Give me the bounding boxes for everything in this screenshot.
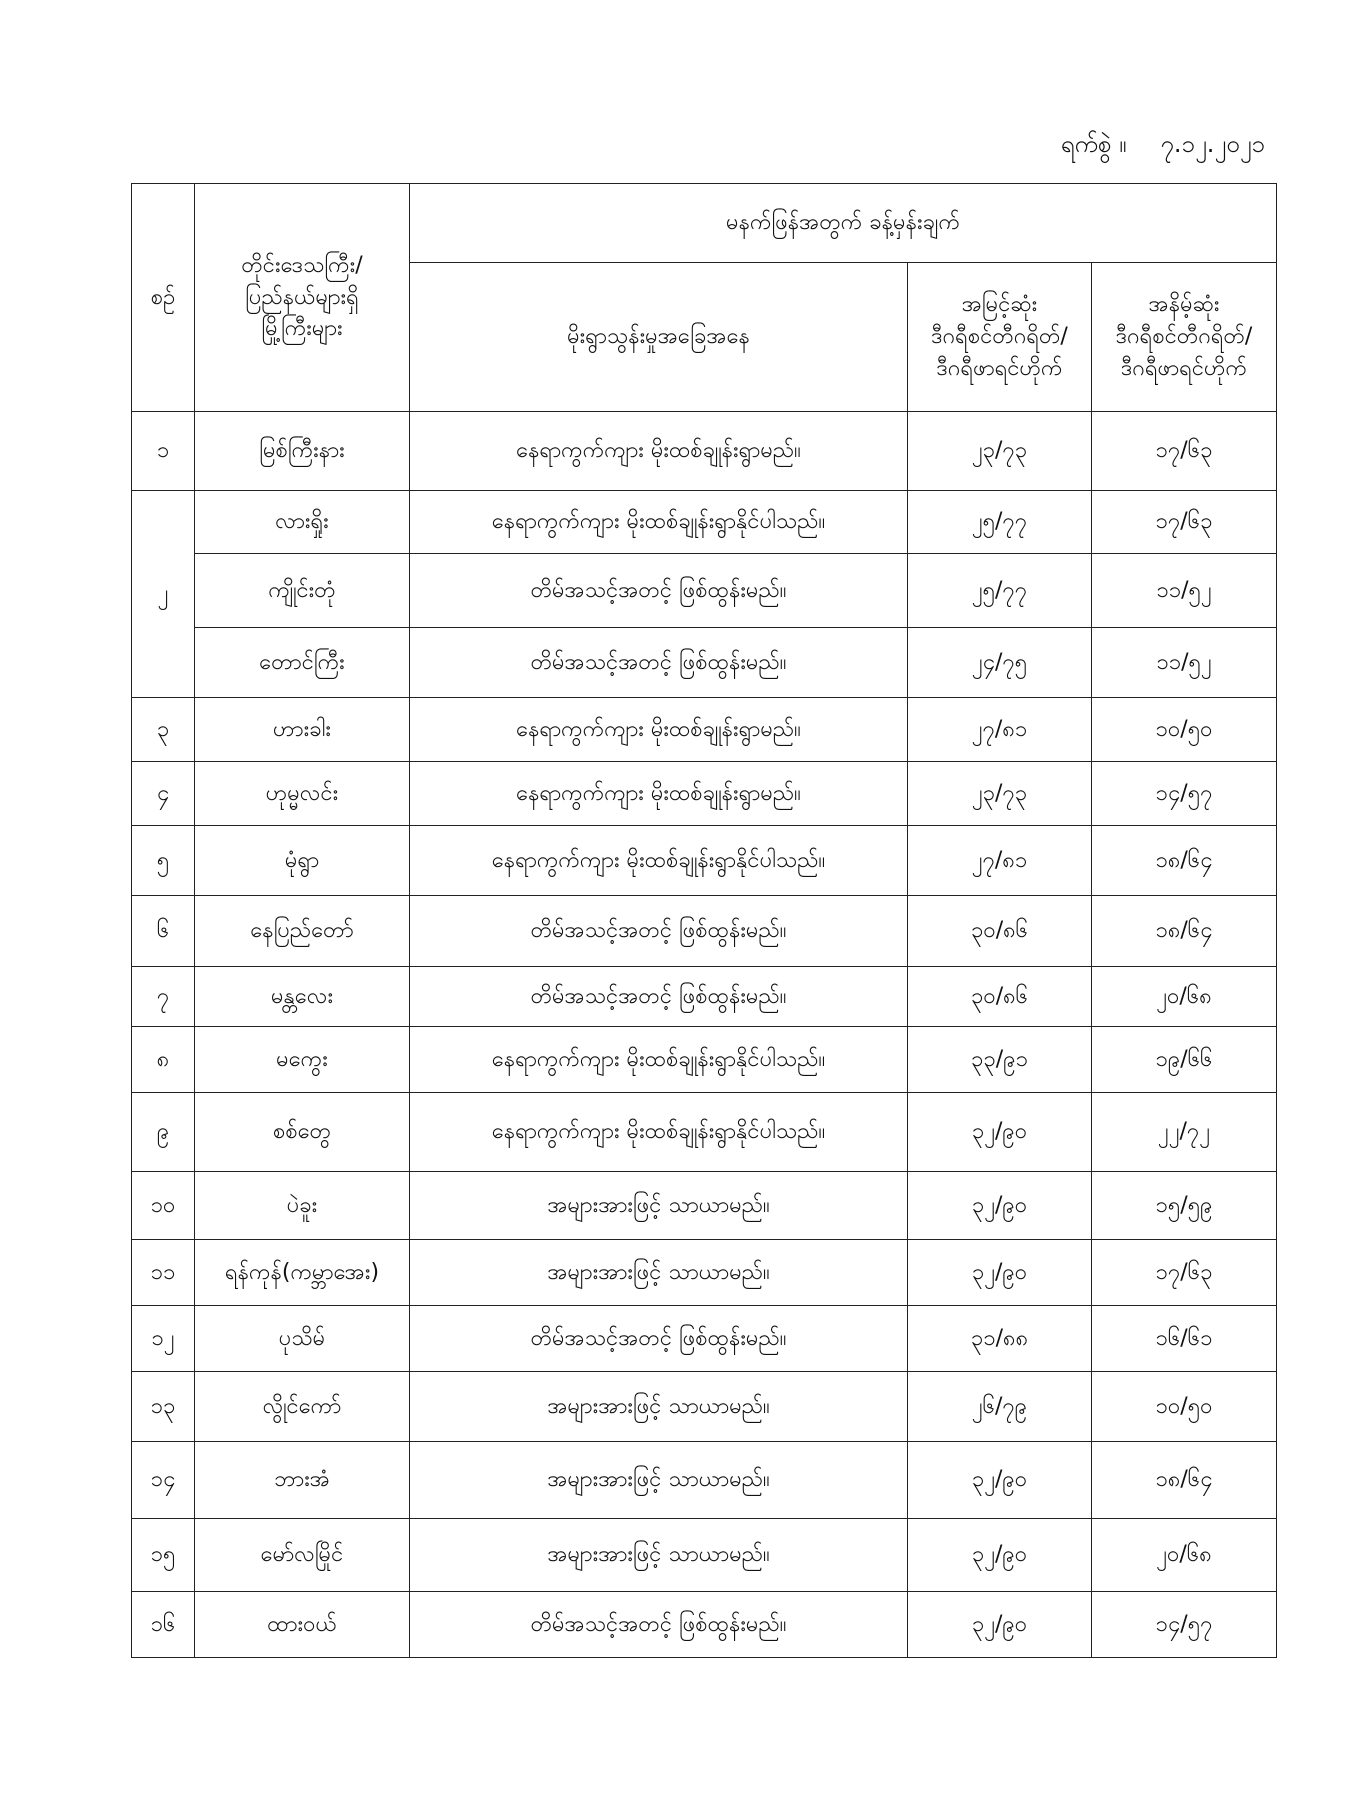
cell-max: ၂၃/၇၃	[908, 762, 1092, 826]
header-region	[195, 184, 410, 412]
header-min-line: ဒီဂရီစင်တီဂရိတ်/	[1115, 324, 1253, 350]
cell-min: ၁၇/၆၃	[1092, 491, 1277, 554]
header-min-temp	[1092, 263, 1277, 412]
cell-city: စစ်တွေ	[195, 1093, 410, 1172]
table-row	[132, 762, 1277, 826]
header-min-line: ဒီဂရီဖာရင်ဟိုက်	[1120, 355, 1248, 381]
cell-no: ၁၂	[132, 1306, 195, 1372]
table-row	[132, 1306, 1277, 1372]
cell-max: ၂၅/၇၇	[908, 491, 1092, 554]
cell-min: ၁၅/၅၉	[1092, 1172, 1277, 1240]
cell-max: ၂၇/၈၁	[908, 698, 1092, 762]
table-row	[132, 1027, 1277, 1093]
cell-max: ၃၂/၉၀	[908, 1240, 1092, 1306]
table-row	[132, 412, 1277, 491]
header-no: စဉ်	[132, 184, 195, 412]
table-row	[132, 1093, 1277, 1172]
cell-no: ၁၅	[132, 1519, 195, 1592]
table-row	[132, 1172, 1277, 1240]
cell-max: ၂၇/၈၁	[908, 826, 1092, 896]
cell-weather: အများအားဖြင့် သာယာမည်။	[410, 1442, 908, 1519]
cell-no: ၁၄	[132, 1442, 195, 1519]
forecast-table	[131, 183, 1277, 1658]
table-row	[132, 698, 1277, 762]
cell-weather: တိမ်အသင့်အတင့် ဖြစ်ထွန်းမည်။	[410, 896, 908, 967]
cell-weather: တိမ်အသင့်အတင့် ဖြစ်ထွန်းမည်။	[410, 1306, 908, 1372]
cell-min: ၁၄/၅၇	[1092, 1592, 1277, 1658]
header-region-line: ပြည်နယ်များရှိ	[245, 284, 359, 310]
cell-city: ဟားခါး	[195, 698, 410, 762]
cell-no: ၆	[132, 896, 195, 967]
cell-min: ၁၈/၆၄	[1092, 826, 1277, 896]
header-weather: မိုးရွာသွန်းမှုအခြေအနေ	[410, 263, 908, 412]
cell-city: တောင်ကြီး	[195, 628, 410, 698]
cell-city: ဟုမ္မလင်း	[195, 762, 410, 826]
cell-min: ၁၇/၆၃	[1092, 1240, 1277, 1306]
cell-city: ဘားအံ	[195, 1442, 410, 1519]
header-max-line: ဒီဂရီစင်တီဂရိတ်/	[931, 324, 1068, 350]
cell-min: ၂၂/၇၂	[1092, 1093, 1277, 1172]
header-region-line: တိုင်းဒေသကြီး/	[241, 252, 363, 278]
cell-no: ၈	[132, 1027, 195, 1093]
header-max-line: ဒီဂရီဖာရင်ဟိုက်	[936, 355, 1063, 381]
cell-no: ၁၀	[132, 1172, 195, 1240]
cell-no: ၇	[132, 967, 195, 1027]
cell-max: ၃၀/၈၆	[908, 896, 1092, 967]
cell-max: ၃၂/၉၀	[908, 1442, 1092, 1519]
cell-min: ၁၁/၅၂	[1092, 628, 1277, 698]
date-line	[1005, 118, 1265, 174]
cell-weather: တိမ်အသင့်အတင့် ဖြစ်ထွန်းမည်။	[410, 967, 908, 1027]
cell-weather: အများအားဖြင့် သာယာမည်။	[410, 1372, 908, 1442]
header-max-line: အမြင့်ဆုံး	[961, 292, 1038, 318]
table-row	[132, 491, 1277, 554]
cell-weather: နေရာကွက်ကျား မိုးထစ်ချုန်းရွာနိုင်ပါသည်။	[410, 1093, 908, 1172]
cell-min: ၁၈/၆၄	[1092, 1442, 1277, 1519]
cell-weather: တိမ်အသင့်အတင့် ဖြစ်ထွန်းမည်။	[410, 1592, 908, 1658]
cell-min: ၂၀/၆၈	[1092, 967, 1277, 1027]
cell-no: ၄	[132, 762, 195, 826]
cell-min: ၁၆/၆၁	[1092, 1306, 1277, 1372]
cell-no: ၉	[132, 1093, 195, 1172]
cell-city: လားရှိုး	[195, 491, 410, 554]
cell-city: ထားဝယ်	[195, 1592, 410, 1658]
cell-no: ၁၃	[132, 1372, 195, 1442]
cell-max: ၃၂/၉၀	[908, 1592, 1092, 1658]
cell-min: ၁၁/၅၂	[1092, 554, 1277, 628]
cell-weather: နေရာကွက်ကျား မိုးထစ်ချုန်းရွာနိုင်ပါသည်။	[410, 491, 908, 554]
cell-max: ၃၁/၈၈	[908, 1306, 1092, 1372]
cell-city: နေပြည်တော်	[195, 896, 410, 967]
cell-weather: အများအားဖြင့် သာယာမည်။	[410, 1172, 908, 1240]
date-value: ၇.၁၂.၂၀၂၁	[1160, 130, 1265, 158]
cell-city: မကွေး	[195, 1027, 410, 1093]
cell-city: ရန်ကုန်(ကမ္ဘာအေး)	[195, 1240, 410, 1306]
table-row	[132, 628, 1277, 698]
date-label: ရက်စွဲ ။	[1060, 130, 1127, 158]
cell-weather: တိမ်အသင့်အတင့် ဖြစ်ထွန်းမည်။	[410, 554, 908, 628]
cell-weather: နေရာကွက်ကျား မိုးထစ်ချုန်းရွာမည်။	[410, 698, 908, 762]
cell-min: ၁၀/၅၀	[1092, 698, 1277, 762]
cell-min: ၁၇/၆၃	[1092, 412, 1277, 491]
table-row	[132, 826, 1277, 896]
cell-max: ၂၄/၇၅	[908, 628, 1092, 698]
header-forecast-group: မနက်ဖြန်အတွက် ခန့်မှန်းချက်	[410, 184, 1277, 263]
cell-max: ၃၀/၈၆	[908, 967, 1092, 1027]
header-min-line: အနိမ့်ဆုံး	[1148, 292, 1220, 318]
cell-weather: နေရာကွက်ကျား မိုးထစ်ချုန်းရွာမည်။	[410, 762, 908, 826]
cell-max: ၂၆/၇၉	[908, 1372, 1092, 1442]
table-row	[132, 896, 1277, 967]
cell-weather: တိမ်အသင့်အတင့် ဖြစ်ထွန်းမည်။	[410, 628, 908, 698]
cell-city: မြစ်ကြီးနား	[195, 412, 410, 491]
table-row	[132, 1240, 1277, 1306]
cell-weather: နေရာကွက်ကျား မိုးထစ်ချုန်းရွာနိုင်ပါသည်။	[410, 826, 908, 896]
cell-max: ၃၂/၉၀	[908, 1093, 1092, 1172]
cell-max: ၃၂/၉၀	[908, 1172, 1092, 1240]
cell-weather: နေရာကွက်ကျား မိုးထစ်ချုန်းရွာမည်။	[410, 412, 908, 491]
cell-city: ပဲခူး	[195, 1172, 410, 1240]
table-row	[132, 1442, 1277, 1519]
table-header	[132, 184, 1277, 412]
cell-city: မော်လမြိုင်	[195, 1519, 410, 1592]
cell-no: ၁၆	[132, 1592, 195, 1658]
cell-weather: နေရာကွက်ကျား မိုးထစ်ချုန်းရွာနိုင်ပါသည်။	[410, 1027, 908, 1093]
cell-max: ၃၃/၉၁	[908, 1027, 1092, 1093]
table-row	[132, 1592, 1277, 1658]
cell-no: ၅	[132, 826, 195, 896]
cell-min: ၁၀/၅၀	[1092, 1372, 1277, 1442]
cell-no: ၂	[132, 491, 195, 698]
table-row	[132, 1519, 1277, 1592]
table-row	[132, 967, 1277, 1027]
cell-city: မန္တလေး	[195, 967, 410, 1027]
cell-city: ပုသိမ်	[195, 1306, 410, 1372]
cell-weather: အများအားဖြင့် သာယာမည်။	[410, 1240, 908, 1306]
cell-no: ၃	[132, 698, 195, 762]
cell-city: လွိုင်ကော်	[195, 1372, 410, 1442]
cell-city: မုံရွာ	[195, 826, 410, 896]
cell-min: ၁၄/၅၇	[1092, 762, 1277, 826]
cell-no: ၁	[132, 412, 195, 491]
header-region-line: မြို့ကြီးများ	[261, 316, 343, 342]
cell-min: ၁၈/၆၄	[1092, 896, 1277, 967]
cell-max: ၂၃/၇၃	[908, 412, 1092, 491]
cell-city: ကျိုင်းတုံ	[195, 554, 410, 628]
cell-max: ၃၂/၉၀	[908, 1519, 1092, 1592]
cell-max: ၂၅/၇၇	[908, 554, 1092, 628]
cell-weather: အများအားဖြင့် သာယာမည်။	[410, 1519, 908, 1592]
cell-no: ၁၁	[132, 1240, 195, 1306]
table-body	[132, 412, 1277, 1658]
table-row	[132, 554, 1277, 628]
cell-min: ၂၀/၆၈	[1092, 1519, 1277, 1592]
header-max-temp	[908, 263, 1092, 412]
table-row	[132, 1372, 1277, 1442]
cell-min: ၁၉/၆၆	[1092, 1027, 1277, 1093]
